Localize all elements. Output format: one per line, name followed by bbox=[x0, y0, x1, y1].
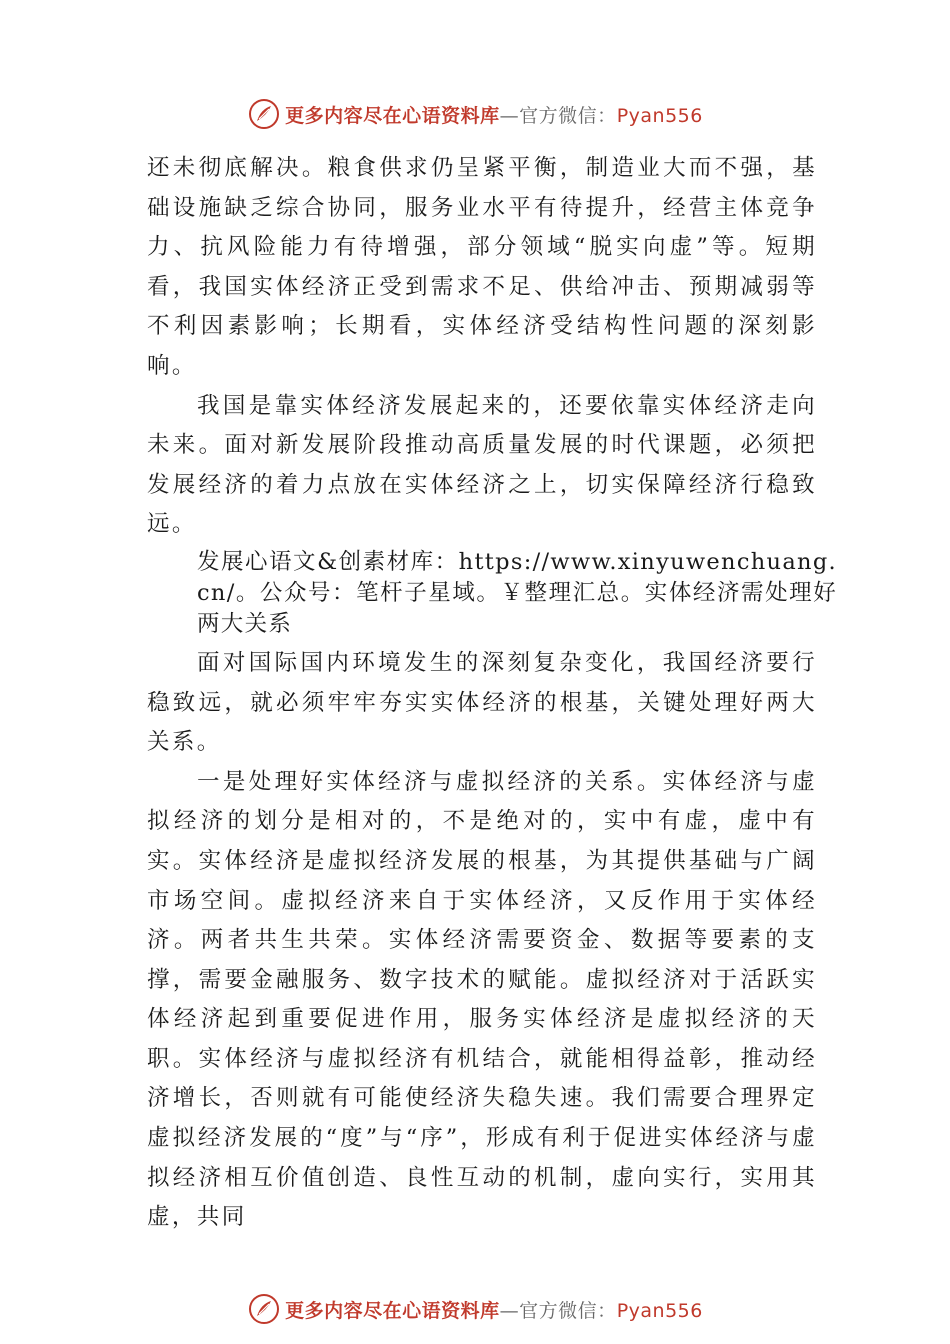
footer-sub-text: —官方微信： bbox=[499, 1299, 617, 1322]
header-wechat-id: Pyan556 bbox=[616, 104, 703, 127]
paragraph-1: 还未彻底解决。粮食供求仍呈紧平衡，制造业大而不强，基础设施缺乏综合协同，服务业水平有待提升，经营主体竞争力、抗风险能力有待增强，部分领域“脱实向虚”等。短期看，我国实体经济正受到需求不足、供给冲击、预期减弱等不利因素影响；长期看，实体经济受结构性问题的深刻影响。 bbox=[147, 155, 817, 379]
paragraph-4: 一是处理好实体经济与虚拟经济的关系。实体经济与虚拟经济的划分是相对的，不是绝对的，实中有虚，虚中有实。实体经济是虚拟经济发展的根基，为其提供基础与广阔市场空间。虚拟经济来自于实体经济，又反作用于实体经济。两者共生共荣。实体经济需要资金、数据等要素的支撑，需要金融服务、数字技术的赋能。虚拟经济对于活跃实体经济起到重要促进作用，服务实体经济是虚拟经济的天职。实体经济与虚拟经济有机结合，就能相得益彰，推动经济增长，否则就有可能使经济失稳失速。我们需要合理界定虚拟经济发展的“度”与“序”，形成有利于促进实体经济与虚拟经济相互价值创造、良性互动的机制，虚向实行，实用其虚，共同 bbox=[147, 768, 817, 1231]
source-note: 发展心语文&创素材库：https://www.xinyuwenchuang.cn/。公众号：笔杆子星域。￥整理汇总。实体经济需处理好两大关系 bbox=[197, 548, 837, 637]
footer-banner bbox=[0, 1289, 950, 1329]
footer-text bbox=[285, 1296, 703, 1323]
footer-wechat-id: Pyan556 bbox=[616, 1299, 703, 1322]
header-main-text: 更多内容尽在心语资料库 bbox=[285, 104, 500, 127]
logo-icon bbox=[247, 1292, 281, 1326]
logo-icon bbox=[247, 97, 281, 131]
paragraph-2: 我国是靠实体经济发展起来的，还要依靠实体经济走向未来。面对新发展阶段推动高质量发展的时代课题，必须把发展经济的着力点放在实体经济之上，切实保障经济行稳致远。 bbox=[147, 392, 817, 538]
header-banner bbox=[0, 94, 950, 134]
header-text bbox=[285, 101, 703, 128]
paragraph-3: 面对国际国内环境发生的深刻复杂变化，我国经济要行稳致远，就必须牢牢夯实实体经济的根基，关键处理好两大关系。 bbox=[147, 649, 817, 756]
header-sub-text: —官方微信： bbox=[499, 104, 617, 127]
footer-main-text: 更多内容尽在心语资料库 bbox=[285, 1299, 500, 1322]
document-body bbox=[147, 149, 837, 1238]
